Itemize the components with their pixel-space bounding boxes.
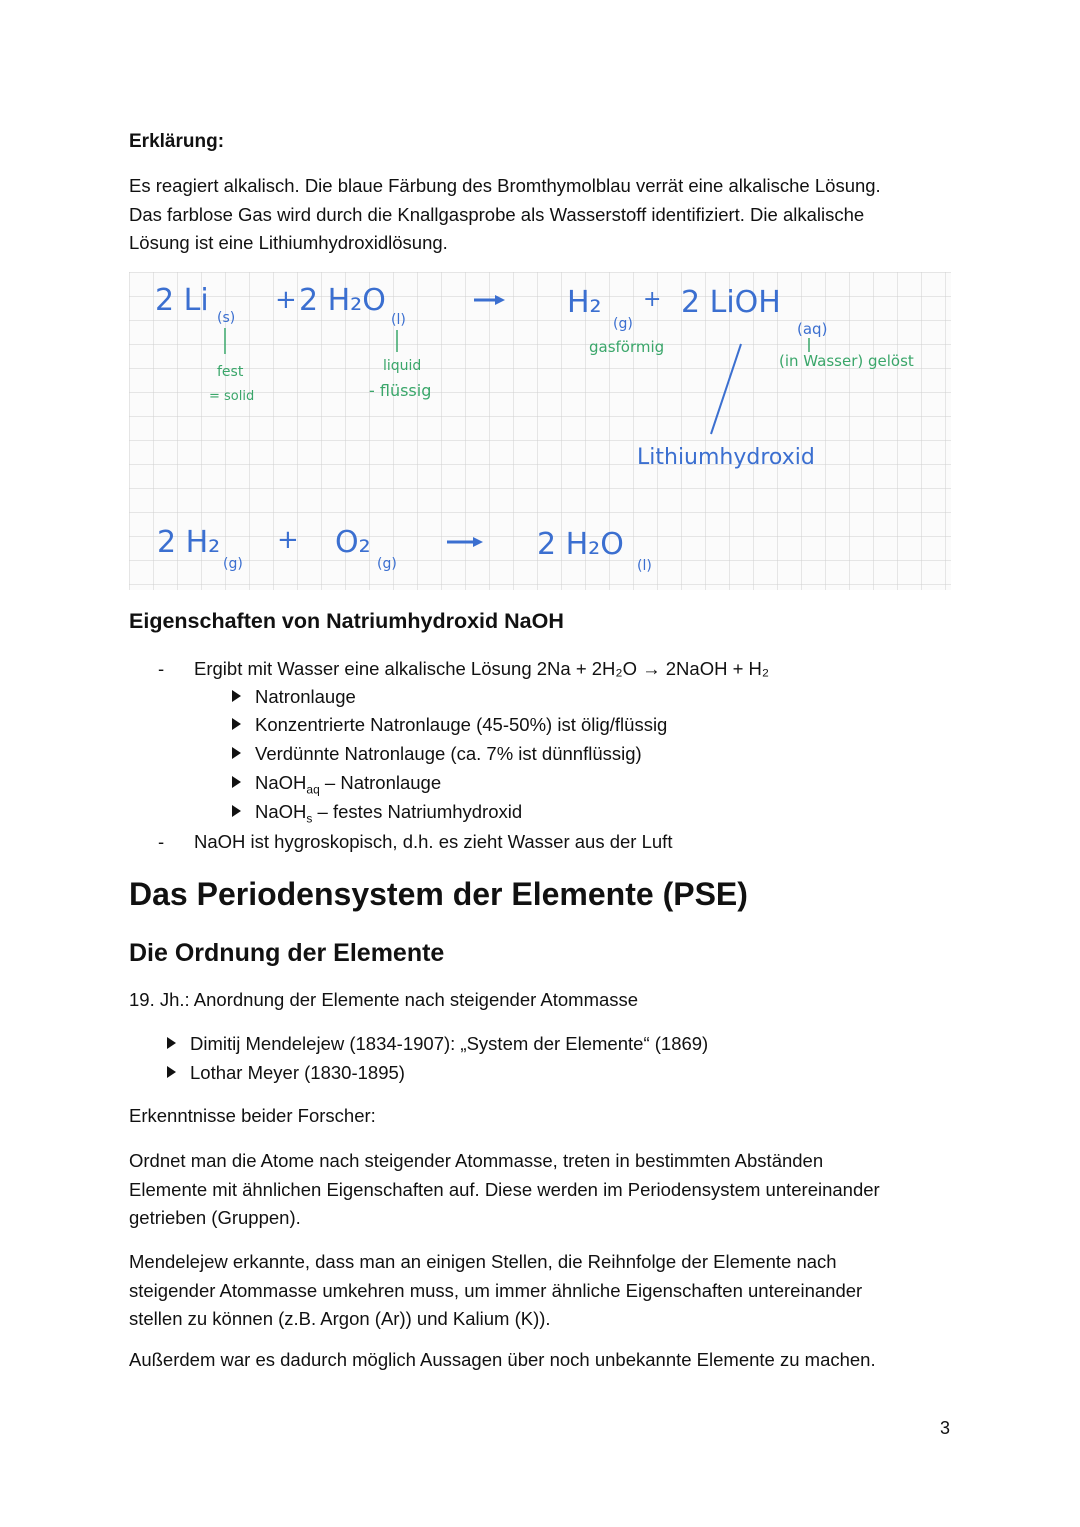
naoh-subitem: NaOH$_s$ – festes Natriumhydroxid [232, 801, 522, 826]
page-number: 3 [940, 1418, 951, 1438]
paragraph-line: getrieben (Gruppen). [129, 1207, 301, 1228]
eq1-reactant2-note-de: - flüssig [369, 381, 432, 400]
explanation-line: Das farblose Gas wird durch die Knallgasprobe als Wasserstoff identifiziert. Die alkalische [129, 203, 865, 225]
eq2-reactant1: 2 H₂ [157, 525, 221, 560]
naoh-item-1: Ergibt mit Wasser eine alkalische Lösung 2Na + 2H₂O → 2NaOH + H₂ [194, 658, 770, 679]
paragraph-line: Elemente mit ähnlichen Eigenschaften auf. Diese werden im Periodensystem untereinander [129, 1178, 880, 1200]
eq1-product1: H₂ [567, 285, 602, 320]
explanation-line: Lösung ist eine Lithiumhydroxidlösung. [129, 232, 448, 253]
naoh-subitem: Natronlauge [232, 686, 356, 708]
eq2-product: 2 H₂O [537, 527, 624, 562]
researcher-item: Dimitij Mendelejew (1834-1907): „System der Elemente“ (1869) [167, 1033, 708, 1055]
triangle-bullet-icon [232, 805, 241, 817]
pse-subheading: Die Ordnung der Elemente [129, 939, 445, 967]
eq1-product1-state: (g) [613, 316, 633, 332]
eq1-product2: 2 LiOH [681, 285, 781, 320]
findings-paragraph-3: Außerdem war es dadurch möglich Aussagen über noch unbekannte Elemente zu machen. [129, 1349, 876, 1370]
eq2-plus: + [277, 525, 299, 555]
triangle-bullet-icon [232, 690, 241, 702]
paragraph-line: steigender Atommasse umkehren muss, um immer ähnliche Eigenschaften untereinander [129, 1279, 863, 1301]
explanation-heading: Erklärung: [129, 131, 225, 152]
eq1-reactant1-note-en: = solid [209, 389, 255, 404]
list-dash: - [158, 658, 165, 679]
explanation-paragraph [129, 172, 959, 258]
eq1-reactant1: 2 Li [155, 283, 209, 318]
triangle-bullet-icon [232, 776, 241, 788]
researcher-item: Lothar Meyer (1830-1895) [167, 1062, 405, 1084]
naoh-subitem: Verdünnte Natronlauge (ca. 7% ist dünnflüssig) [232, 743, 642, 765]
paragraph-line: Ordnet man die Atome nach steigender Atommasse, treten in bestimmten Abständen [129, 1150, 824, 1171]
pse-century-line: 19. Jh.: Anordnung der Elemente nach steigender Atommasse [129, 989, 639, 1010]
findings-label: Erkenntnisse beider Forscher: [129, 1105, 376, 1126]
triangle-bullet-icon [232, 747, 241, 759]
eq2-product-state: (l) [637, 558, 652, 574]
eq1-reactant2: 2 H₂O [299, 283, 386, 318]
triangle-bullet-icon [167, 1037, 176, 1049]
naoh-heading: Eigenschaften von Natriumhydroxid NaOH [129, 609, 564, 633]
eq1-plus2: + [643, 287, 662, 312]
eq2-reactant1-state: (g) [223, 556, 243, 572]
naoh-subitem: Konzentrierte Natronlauge (45-50%) ist ölig/flüssig [232, 714, 667, 736]
handwritten-equations-image [129, 272, 951, 590]
paragraph-line: stellen zu können (z.B. Argon (Ar)) und Kalium (K)). [129, 1308, 551, 1329]
eq1-reactant2-state: (l) [391, 312, 406, 328]
pse-heading: Das Periodensystem der Elemente (PSE) [129, 876, 748, 912]
eq2-reactant2-state: (g) [377, 556, 397, 572]
eq1-plus: + [275, 285, 297, 315]
naoh-item-2: NaOH ist hygroskopisch, d.h. es zieht Wasser aus der Luft [194, 831, 673, 852]
eq1-product2-state: (aq) [797, 320, 828, 338]
eq2-reactant2: O₂ [335, 525, 371, 560]
eq1-reactant1-state: (s) [217, 310, 236, 326]
explanation-line: Es reagiert alkalisch. Die blaue Färbung des Bromthymolblau verrät eine alkalische Lösung. [129, 175, 881, 196]
eq1-product1-note: gasförmig [589, 338, 665, 356]
triangle-bullet-icon [167, 1066, 176, 1078]
paragraph-line: Mendelejew erkannte, dass man an einigen Stellen, die Reihnfolge der Elemente nach [129, 1251, 837, 1272]
eq1-product2-note: (in Wasser) gelöst [779, 352, 914, 370]
triangle-bullet-icon [232, 718, 241, 730]
naoh-subitem: NaOH$_{aq}$ – Natronlauge [232, 772, 441, 797]
findings-paragraph-2 [129, 1248, 959, 1334]
list-dash: - [158, 831, 165, 852]
eq1-product2-name: Lithiumhydroxid [637, 445, 815, 470]
eq1-reactant1-note: fest [217, 364, 244, 380]
findings-paragraph-1 [129, 1147, 959, 1233]
eq1-reactant2-note: liquid [383, 358, 422, 374]
